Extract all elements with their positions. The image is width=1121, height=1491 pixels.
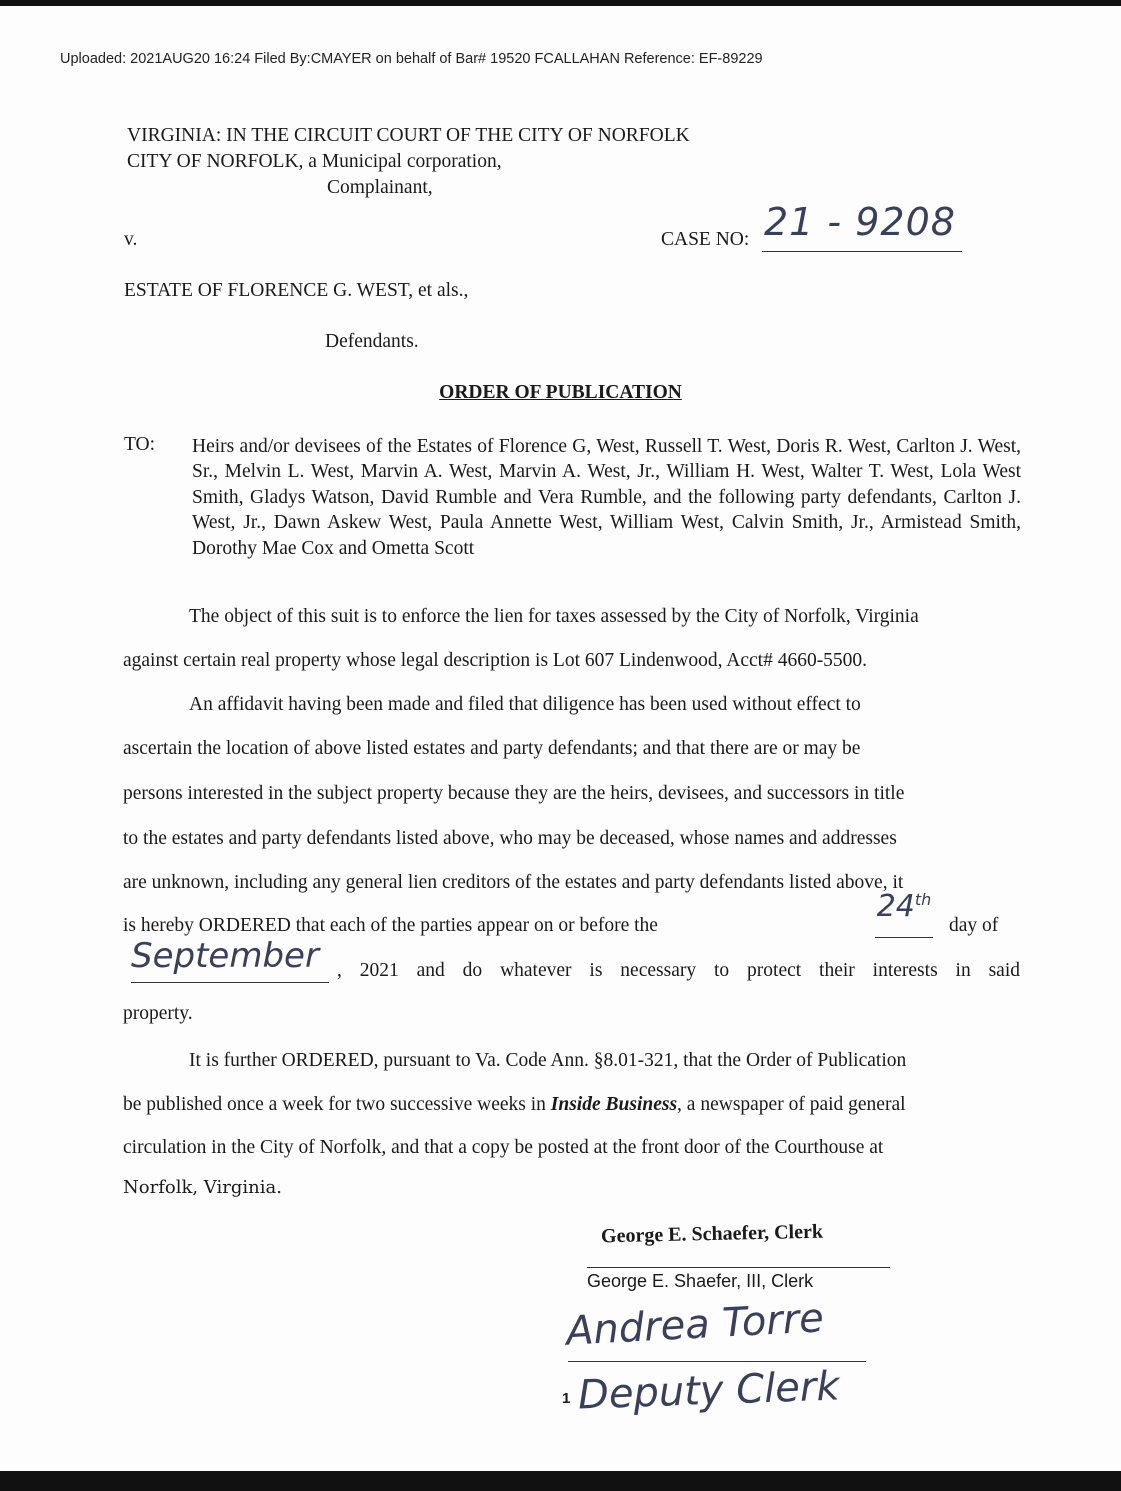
body-line: ascertain the location of above listed estates and party defendants; and that there are or may be [123, 738, 861, 759]
month-line-text: , 2021 and do whatever is necessary to protect their interests in said [337, 960, 1020, 981]
handwritten-day: 24 [876, 889, 915, 924]
versus-label: v. [124, 229, 138, 250]
scan-edge-bottom [0, 1471, 1121, 1491]
clerk-stamp: George E. Schaefer, Clerk [600, 1220, 824, 1248]
body-text: It is further ORDERED, pursuant to Va. Code Ann. §8.01-321, that the Order of Publication [189, 1050, 907, 1071]
page-number: 1 [562, 1390, 571, 1407]
body-line [123, 694, 1020, 716]
body-line: property. [123, 1003, 193, 1024]
handwritten-day-field [875, 889, 933, 938]
appearance-date-text: is hereby ORDERED that each of the parties appear on or before the [123, 915, 658, 936]
body-line [123, 1094, 1020, 1116]
addressees-block: Heirs and/or devisees of the Estates of Florence G, West, Russell T. West, Doris R. West, Carlton J. West, Sr., Melvin L. West, Marvin A. West, Marvin A. West, Jr., William H. West, Walter T. West, Lola West Smith, Gladys Watson, David Rumble and Vera Rumble, and the following party defendants, Carlton J. West, Jr., Dawn Askew West, Paula Annette West, William West, Calvin Smith, Jr., Armistead Smith, Dorothy Mae Cox and Ometta Scott [192, 436, 1021, 559]
complainant-role: Complainant, [327, 177, 433, 198]
case-no-underline [762, 251, 962, 252]
day-of-label: day of [949, 915, 999, 936]
case-no-handwritten: 21 - 9208 [764, 200, 956, 244]
scan-edge-top [0, 0, 1121, 6]
deputy-signature: Andrea Torre [564, 1295, 825, 1355]
handwritten-month: September [131, 936, 329, 983]
body-line: Norfolk, Virginia. [123, 1177, 282, 1198]
newspaper-name: Inside Business [550, 1094, 678, 1115]
body-line: are unknown, including any general lien creditors of the estates and party defendants listed above, it [123, 872, 904, 893]
body-line [123, 1050, 1020, 1072]
complainant-name: CITY OF NORFOLK, a Municipal corporation, [127, 151, 502, 172]
signature-rule-1 [587, 1267, 890, 1268]
body-line: against certain real property whose legal description is Lot 607 Lindenwood, Acct# 4660-5500. [123, 650, 868, 671]
upload-stamp-line: Uploaded: 2021AUG20 16:24 Filed By:CMAYER on behalf of Bar# 19520 FCALLAHAN Reference: EF-89229 [60, 51, 763, 67]
body-line: to the estates and party defendants listed above, who may be deceased, whose names and addresses [123, 828, 897, 849]
signature-rule-2 [568, 1361, 866, 1362]
handwritten-day-suffix: th [914, 890, 932, 909]
defendant-role: Defendants. [325, 331, 419, 352]
clerk-printed-name: George E. Shaefer, III, Clerk [587, 1271, 814, 1291]
body-line: circulation in the City of Norfolk, and that a copy be posted at the front door of the Courthouse at [123, 1137, 884, 1158]
deputy-title-handwritten: Deputy Clerk [577, 1363, 841, 1419]
body-line [123, 606, 1020, 628]
court-line: VIRGINIA: IN THE CIRCUIT COURT OF THE CITY OF NORFOLK [127, 125, 690, 146]
body-text: , a newspaper of paid general [677, 1094, 906, 1115]
body-line: persons interested in the subject property because they are the heirs, devisees, and successors in title [123, 783, 905, 804]
case-no-label: CASE NO: [661, 229, 750, 250]
body-text: The object of this suit is to enforce the lien for taxes assessed by the City of Norfolk, Virginia [189, 606, 919, 627]
body-text: An affidavit having been made and filed that diligence has been used without effect to [189, 694, 861, 715]
defendant-name: ESTATE OF FLORENCE G. WEST, et als., [124, 280, 469, 301]
body-text: be published once a week for two successive weeks in [123, 1094, 551, 1115]
to-label: TO: [124, 434, 156, 455]
document-title: ORDER OF PUBLICATION [439, 382, 682, 403]
